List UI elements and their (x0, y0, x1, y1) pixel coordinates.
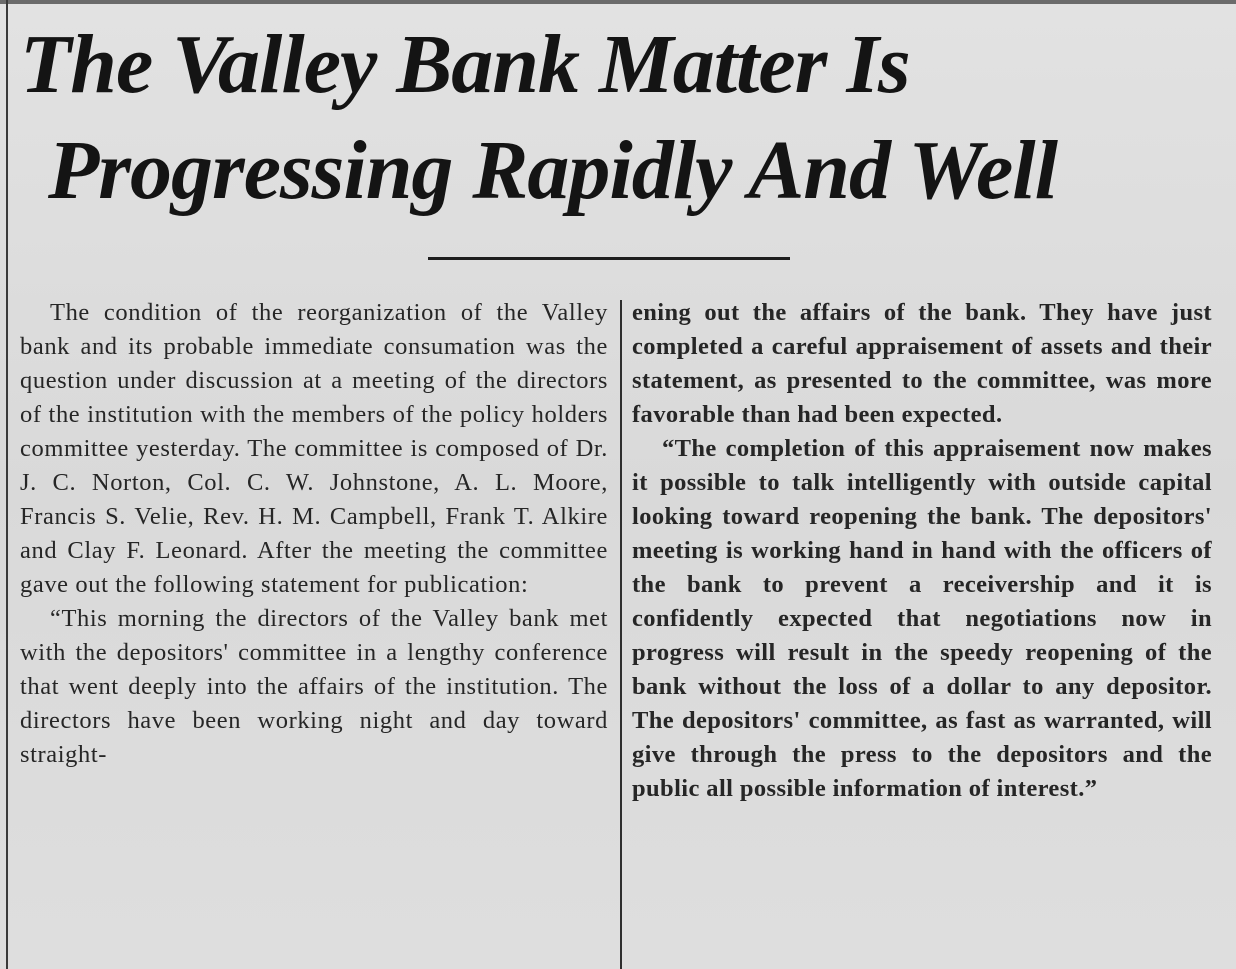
headline-dash-rule (428, 257, 790, 260)
article-right-column (632, 296, 1212, 806)
right-paragraph-2: “The completion of this appraisement now makes it possible to talk intelligently with outside capital looking toward reopening the bank. The depositors' meeting is working hand in hand with the officers of the bank to prevent a receivership and it is confidently expected that negotiations now in progress will result in the speedy reopening of the bank without the loss of a dollar to any depositor. The depositors' committee, as fast as warranted, will give through the press to the depositors and the public all possible information of interest.” (632, 435, 1212, 802)
left-paragraph-1: The condition of the reorganization of the Valley bank and its probable immediate consumation was the question under discussion at a meeting of the directors of the institution with the members of the policy holders committee yesterday. The committee is composed of Dr. J. C. Norton, Col. C. W. Johnstone, A. L. Moore, Francis S. Velie, Rev. H. M. Campbell, Frank T. Alkire and Clay F. Leonard. After the meeting the committee gave out the following statement for publication: (20, 299, 608, 598)
column-divider (620, 300, 622, 969)
headline-line-2: Progressing Rapidly And Well (48, 124, 1057, 217)
right-paragraph-1: ening out the affairs of the bank. They have just completed a careful appraisement of assets and their statement, as presented to the committee, was more favorable than had been expected. (632, 299, 1212, 428)
article-left-column (20, 296, 608, 772)
headline (20, 12, 1230, 224)
left-column-rule (6, 0, 8, 969)
top-border-rule (0, 0, 1236, 4)
headline-line-1: The Valley Bank Matter Is (20, 18, 910, 111)
left-paragraph-2: “This morning the directors of the Valley bank met with the depositors' committee in a lengthy conference that went deeply into the affairs of the institution. The directors have been working night and day toward straight- (20, 605, 608, 768)
